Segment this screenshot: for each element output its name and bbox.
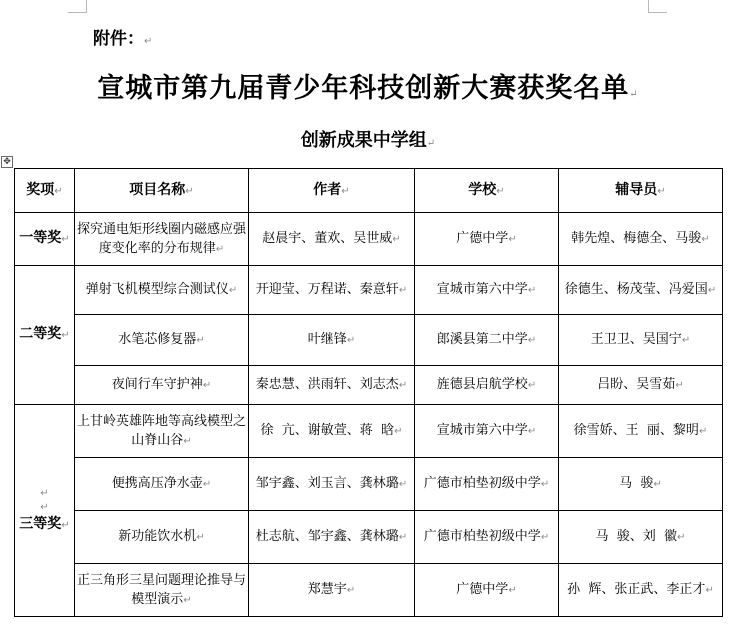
advisor-cell: 徐德生、杨茂莹、冯爱国↵ [559,266,723,315]
table-row [15,366,723,405]
attachment-label: 附件：↵ [93,29,153,49]
advisor-cell: 韩先煌、梅德全、马骏↵ [559,213,723,266]
school-cell: 广德中学↵ [415,213,559,266]
award-cell: 二等奖↵ [15,266,75,405]
document-subtitle: 创新成果中学组↵ [300,130,436,151]
page-corner-mark-right [648,0,667,13]
school-cell: 广德市柏垫初级中学↵ [415,458,559,511]
document-title: 宣城市第九届青少年科技创新大赛获奖名单↵ [97,73,639,104]
school-cell: 广德中学↵ [415,564,559,617]
author-cell: 秦忠慧、洪雨轩、刘志杰↵ [249,366,415,405]
advisor-cell: 马 骏↵ [559,458,723,511]
header-project: 项目名称↵ [75,169,249,213]
paragraph-mark: ↵ [40,501,49,513]
table-row [15,564,723,617]
header-school: 学校↵ [415,169,559,213]
school-cell: 广德市柏垫初级中学↵ [415,511,559,564]
advisor-cell: 孙 辉、张正武、李正才↵ [559,564,723,617]
advisor-cell: 王卫卫、吴国宁↵ [559,315,723,366]
table-row [15,458,723,511]
table-row [15,315,723,366]
table-header-row [15,169,723,213]
project-cell: 上甘岭英雄阵地等高线模型之山脊山谷↵ [75,405,249,458]
author-cell: 赵晨宇、董欢、吴世威↵ [249,213,415,266]
advisor-cell: 马 骏、刘 徽↵ [559,511,723,564]
page-corner-mark-left [68,0,87,13]
award-cell: ↵ ↵ 三等奖↵ [15,405,75,617]
table-move-handle-icon[interactable]: ✥ [1,156,13,168]
award-table [14,168,723,617]
header-author: 作者↵ [249,169,415,213]
author-cell: 徐 亢、谢敏萱、蒋 晗↵ [249,405,415,458]
project-cell: 夜间行车守护神↵ [75,366,249,405]
project-cell: 正三角形三星问题理论推导与模型演示↵ [75,564,249,617]
project-cell: 弹射飞机模型综合测试仪↵ [75,266,249,315]
project-cell: 便携高压净水壶↵ [75,458,249,511]
award-cell: 一等奖↵ [15,213,75,266]
table-row [15,266,723,315]
author-cell: 杜志航、邹宇鑫、龚林璐↵ [249,511,415,564]
paragraph-mark: ↵ [40,487,49,499]
author-cell: 郑慧宇↵ [249,564,415,617]
project-cell: 探究通电矩形线圈内磁感应强度变化率的分布规律↵ [75,213,249,266]
header-advisor: 辅导员↵ [559,169,723,213]
project-cell: 新功能饮水机↵ [75,511,249,564]
table-row [15,511,723,564]
school-cell: 宣城市第六中学↵ [415,405,559,458]
school-cell: 宣城市第六中学↵ [415,266,559,315]
project-cell: 水笔芯修复器↵ [75,315,249,366]
author-cell: 邹宇鑫、刘玉言、龚林璐↵ [249,458,415,511]
header-award: 奖项↵ [15,169,75,213]
advisor-cell: 徐雪娇、王 丽、黎明↵ [559,405,723,458]
author-cell: 开迎莹、万程诺、秦意轩↵ [249,266,415,315]
table-row [15,213,723,266]
school-cell: 郎溪县第二中学↵ [415,315,559,366]
school-cell: 旌德县启航学校↵ [415,366,559,405]
advisor-cell: 吕盼、吴雪茹↵ [559,366,723,405]
author-cell: 叶继锋↵ [249,315,415,366]
table-row [15,405,723,458]
